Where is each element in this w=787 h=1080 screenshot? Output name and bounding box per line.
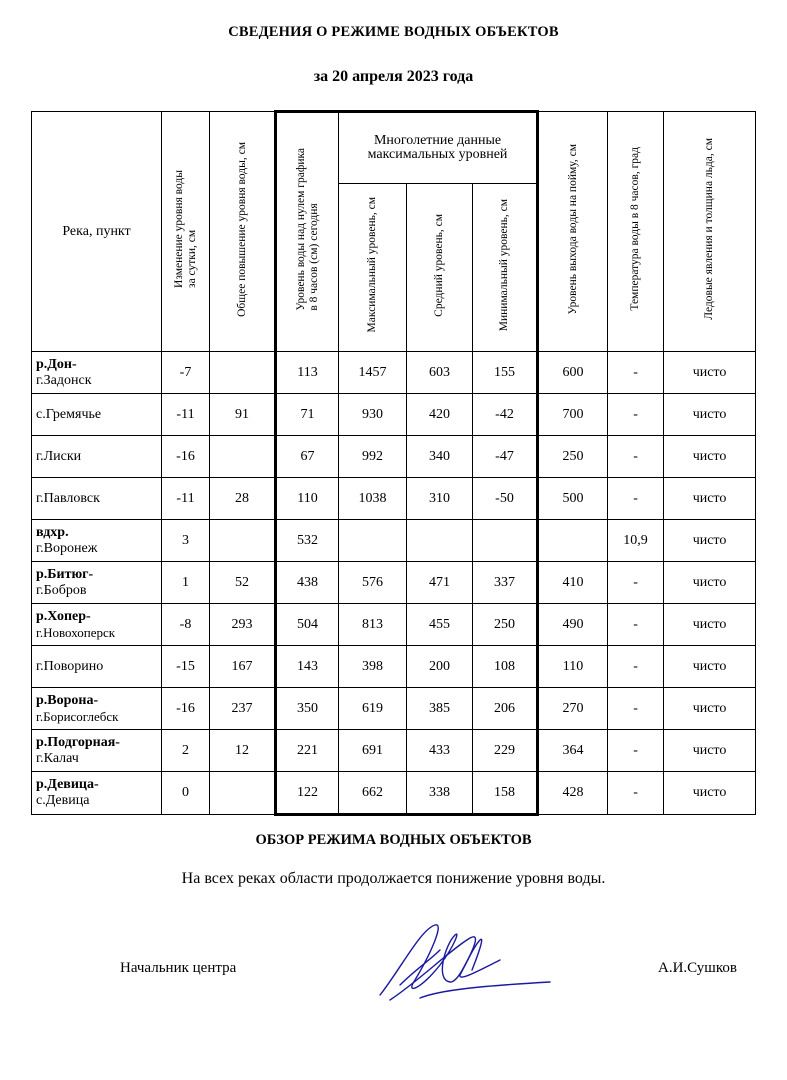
water-regime-table — [31, 110, 756, 816]
cell-change: -8 — [162, 604, 210, 646]
cell-ice: чисто — [664, 436, 756, 478]
table-row — [32, 352, 756, 394]
point-name: г.Лиски — [36, 448, 82, 464]
cell-river-point — [32, 646, 162, 688]
cell-level: 67 — [276, 436, 339, 478]
river-name: р.Хопер- — [36, 608, 91, 624]
point-name: г.Воронеж — [36, 540, 98, 556]
cell-ice: чисто — [664, 688, 756, 730]
cell-max — [339, 520, 407, 562]
cell-level: 532 — [276, 520, 339, 562]
point-name: г.Калач — [36, 750, 79, 766]
cell-min: 206 — [473, 688, 538, 730]
cell-max: 813 — [339, 604, 407, 646]
header-mean: Средний уровень, см — [407, 184, 473, 352]
cell-change: -7 — [162, 352, 210, 394]
cell-max: 576 — [339, 562, 407, 604]
overview-title: ОБЗОР РЕЖИМА ВОДНЫХ ОБЪЕКТОВ — [255, 832, 532, 848]
cell-mean: 200 — [407, 646, 473, 688]
cell-change: -15 — [162, 646, 210, 688]
cell-level: 71 — [276, 394, 339, 436]
cell-level: 143 — [276, 646, 339, 688]
cell-river-point — [32, 604, 162, 646]
table-row — [32, 604, 756, 646]
header-level: Уровень воды над нулем графика в 8 часов (см) сегодня — [276, 112, 339, 352]
header-river: Река, пункт — [32, 112, 162, 352]
cell-temp: - — [608, 688, 664, 730]
cell-temp: - — [608, 478, 664, 520]
cell-rise: 28 — [210, 478, 276, 520]
cell-level: 122 — [276, 772, 339, 815]
cell-ice: чисто — [664, 730, 756, 772]
cell-temp: - — [608, 436, 664, 478]
header-rise: Общее повышение уровня воды, см — [210, 112, 276, 352]
cell-temp: 10,9 — [608, 520, 664, 562]
river-name: р.Подгорная- — [36, 734, 120, 750]
cell-rise — [210, 772, 276, 815]
header-max: Максимальный уровень, см — [339, 184, 407, 352]
cell-mean: 420 — [407, 394, 473, 436]
cell-ice: чисто — [664, 604, 756, 646]
header-change: Изменение уровня воды за сутки, см — [162, 112, 210, 352]
cell-rise — [210, 520, 276, 562]
river-name: р.Битюг- — [36, 566, 94, 582]
point-name: г.Бобров — [36, 582, 87, 598]
cell-min: 337 — [473, 562, 538, 604]
cell-change: 0 — [162, 772, 210, 815]
cell-flood: 500 — [538, 478, 608, 520]
cell-flood: 364 — [538, 730, 608, 772]
cell-min: 155 — [473, 352, 538, 394]
cell-rise: 293 — [210, 604, 276, 646]
cell-max: 1457 — [339, 352, 407, 394]
table-row — [32, 478, 756, 520]
signature-image — [360, 910, 560, 1010]
cell-river-point — [32, 478, 162, 520]
cell-min: -50 — [473, 478, 538, 520]
cell-mean: 455 — [407, 604, 473, 646]
cell-level: 110 — [276, 478, 339, 520]
cell-temp: - — [608, 352, 664, 394]
table-row — [32, 646, 756, 688]
cell-temp: - — [608, 646, 664, 688]
river-name: р.Ворона- — [36, 692, 99, 708]
header-min: Минимальный уровень, см — [473, 184, 538, 352]
cell-ice: чисто — [664, 562, 756, 604]
cell-flood: 700 — [538, 394, 608, 436]
cell-min: 108 — [473, 646, 538, 688]
cell-max: 930 — [339, 394, 407, 436]
cell-flood — [538, 520, 608, 562]
table-row — [32, 520, 756, 562]
cell-max: 619 — [339, 688, 407, 730]
table-row — [32, 394, 756, 436]
cell-flood: 490 — [538, 604, 608, 646]
cell-max: 662 — [339, 772, 407, 815]
cell-ice: чисто — [664, 394, 756, 436]
header-ice: Ледовые явления и толщина льда, см — [664, 112, 756, 352]
river-name: вдхр. — [36, 524, 69, 540]
cell-level: 350 — [276, 688, 339, 730]
cell-temp: - — [608, 772, 664, 815]
cell-change: -11 — [162, 478, 210, 520]
cell-flood: 270 — [538, 688, 608, 730]
cell-min: -47 — [473, 436, 538, 478]
cell-mean: 385 — [407, 688, 473, 730]
cell-flood: 600 — [538, 352, 608, 394]
cell-mean: 471 — [407, 562, 473, 604]
cell-river-point — [32, 688, 162, 730]
cell-river-point — [32, 772, 162, 815]
cell-mean — [407, 520, 473, 562]
cell-change: 1 — [162, 562, 210, 604]
document-date: за 20 апреля 2023 года — [313, 68, 474, 85]
cell-river-point — [32, 436, 162, 478]
header-temp: Температура воды в 8 часов, град — [608, 112, 664, 352]
cell-change: -11 — [162, 394, 210, 436]
cell-ice: чисто — [664, 772, 756, 815]
cell-rise: 237 — [210, 688, 276, 730]
overview-text: На всех реках области продолжается понижение уровня воды. — [181, 870, 606, 887]
cell-ice: чисто — [664, 520, 756, 562]
cell-change: 3 — [162, 520, 210, 562]
table-row — [32, 772, 756, 815]
cell-min — [473, 520, 538, 562]
cell-flood: 410 — [538, 562, 608, 604]
cell-rise — [210, 436, 276, 478]
point-name: г.Поворино — [36, 658, 104, 674]
point-name: г.Задонск — [36, 372, 92, 388]
point-name: г.Борисоглебск — [36, 708, 119, 724]
cell-rise: 12 — [210, 730, 276, 772]
signer-title: Начальник центра — [120, 960, 237, 976]
cell-max: 1038 — [339, 478, 407, 520]
cell-river-point — [32, 730, 162, 772]
cell-temp: - — [608, 604, 664, 646]
cell-min: 250 — [473, 604, 538, 646]
river-name: р.Девица- — [36, 777, 99, 792]
cell-temp: - — [608, 730, 664, 772]
cell-change: 2 — [162, 730, 210, 772]
cell-rise: 167 — [210, 646, 276, 688]
cell-mean: 340 — [407, 436, 473, 478]
cell-river-point — [32, 520, 162, 562]
cell-flood: 250 — [538, 436, 608, 478]
cell-min: 229 — [473, 730, 538, 772]
river-name: р.Дон- — [36, 356, 77, 372]
cell-rise: 52 — [210, 562, 276, 604]
cell-level: 504 — [276, 604, 339, 646]
cell-ice: чисто — [664, 646, 756, 688]
cell-flood: 110 — [538, 646, 608, 688]
cell-level: 113 — [276, 352, 339, 394]
cell-min: -42 — [473, 394, 538, 436]
header-multi-year: Многолетние данные максимальных уровней — [339, 112, 538, 184]
cell-level: 438 — [276, 562, 339, 604]
cell-mean: 603 — [407, 352, 473, 394]
cell-rise — [210, 352, 276, 394]
document-title: СВЕДЕНИЯ О РЕЖИМЕ ВОДНЫХ ОБЪЕКТОВ — [228, 24, 559, 40]
signer-name: А.И.Сушков — [658, 960, 737, 976]
cell-max: 691 — [339, 730, 407, 772]
cell-mean: 338 — [407, 772, 473, 815]
table-row — [32, 688, 756, 730]
cell-min: 158 — [473, 772, 538, 815]
cell-temp: - — [608, 394, 664, 436]
cell-mean: 310 — [407, 478, 473, 520]
cell-flood: 428 — [538, 772, 608, 815]
point-name: г.Павловск — [36, 490, 100, 506]
point-name: г.Новохоперск — [36, 624, 116, 640]
point-name: с.Гремячье — [36, 406, 102, 422]
cell-mean: 433 — [407, 730, 473, 772]
header-flood: Уровень выхода воды на пойму, см — [538, 112, 608, 352]
cell-max: 992 — [339, 436, 407, 478]
cell-river-point — [32, 394, 162, 436]
cell-max: 398 — [339, 646, 407, 688]
cell-ice: чисто — [664, 478, 756, 520]
table-row — [32, 562, 756, 604]
cell-level: 221 — [276, 730, 339, 772]
point-name: с.Девица — [36, 793, 90, 808]
cell-rise: 91 — [210, 394, 276, 436]
cell-change: -16 — [162, 436, 210, 478]
cell-ice: чисто — [664, 352, 756, 394]
cell-change: -16 — [162, 688, 210, 730]
cell-river-point — [32, 352, 162, 394]
table-row — [32, 730, 756, 772]
cell-temp: - — [608, 562, 664, 604]
cell-river-point — [32, 562, 162, 604]
table-row — [32, 436, 756, 478]
